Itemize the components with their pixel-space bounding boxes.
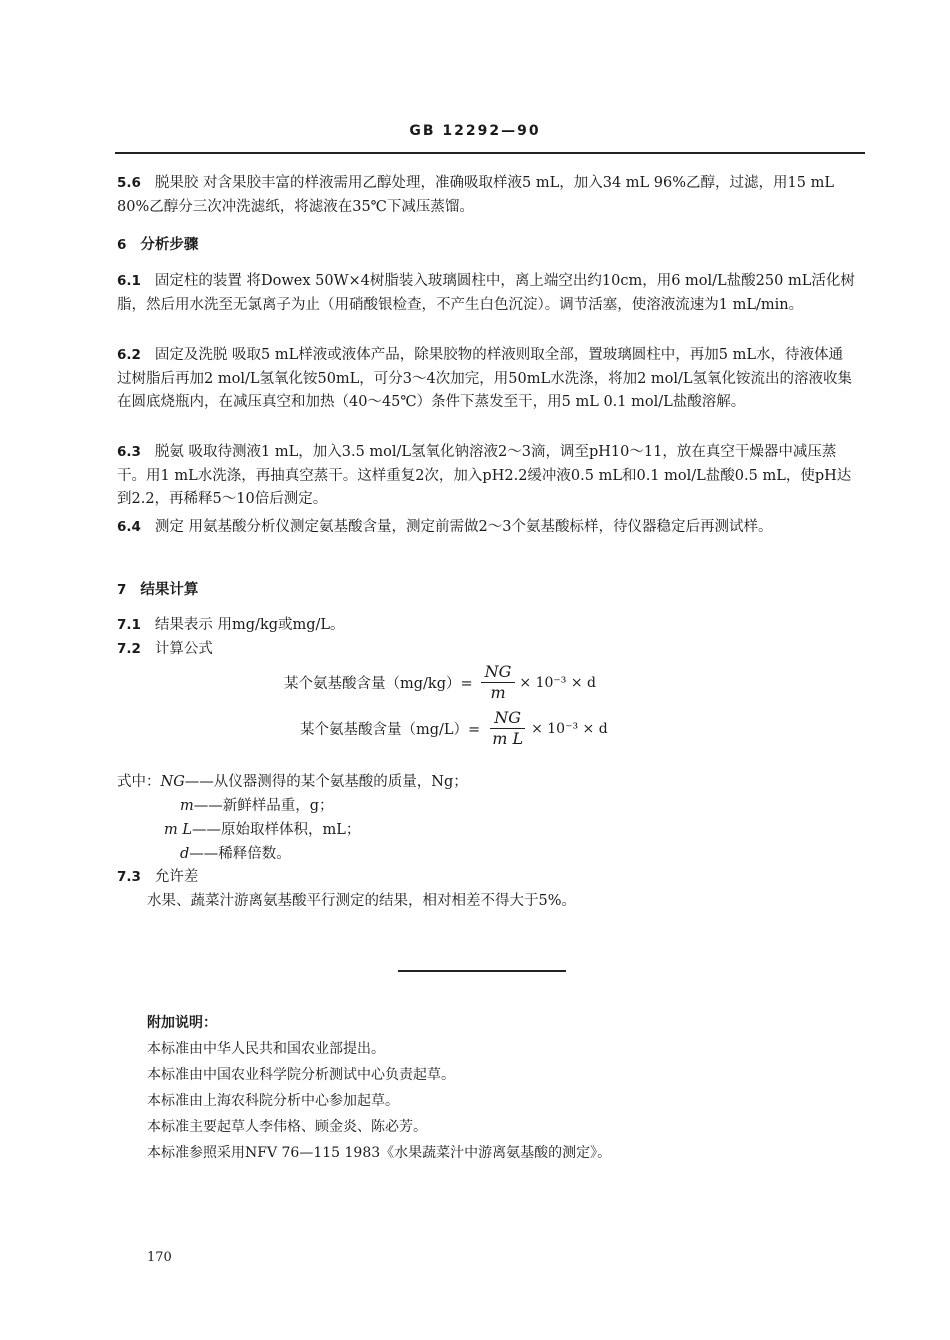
section-number: 6.3 xyxy=(117,444,141,460)
appendix-line: 本标准参照采用NFV 76—115 1983《水果蔬菜汁中游离氨基酸的测定》。 xyxy=(147,1145,612,1161)
section-title: 分析步骤 xyxy=(140,236,199,253)
page-number: 170 xyxy=(147,1250,172,1265)
section-number: 7 xyxy=(117,582,127,598)
section-6-heading xyxy=(117,233,857,258)
section-text: 结果表示 用mg/kg或mg/L。 xyxy=(154,617,345,633)
section-5-6 xyxy=(117,172,857,219)
appendix-line: 本标准主要起草人李伟格、顾金炎、陈必芳。 xyxy=(147,1119,427,1135)
section-7-3-text: 水果、蔬菜汁游离氨基酸平行测定的结果，相对相差不得大于5%。 xyxy=(147,893,577,909)
section-number: 6.4 xyxy=(117,519,141,535)
formula-tail: × 10⁻³ × d xyxy=(519,674,597,691)
denominator: m L xyxy=(492,729,524,748)
section-title: 允许差 xyxy=(154,869,199,885)
section-number: 6.2 xyxy=(117,347,141,363)
appendix-line: 本标准由上海农科院分析中心参加起草。 xyxy=(147,1093,399,1109)
definitions-lead: 式中： xyxy=(117,774,161,790)
appendix xyxy=(147,1010,611,1166)
section-text: 测定 用氨基酸分析仪测定氨基酸含量，测定前需做2～3个氨基酸标样，待仪器稳定后再测试样。 xyxy=(154,519,773,535)
appendix-title: 附加说明： xyxy=(147,1015,217,1031)
formula-mg-per-kg xyxy=(284,662,596,703)
section-number: 6.1 xyxy=(117,273,141,289)
section-number: 7.2 xyxy=(117,641,141,657)
section-number: 5.6 xyxy=(117,175,141,191)
section-text: 脱氨 吸取待测液1 mL，加入3.5 mol/L氢氧化钠溶液2～3滴，调至pH10～11，放在真空干燥器中减压蒸干。用1 mL水洗涤，再抽真空蒸干。这样重复2次，加入pH2.2缓冲液0.5 mL和0.1 mol/L盐酸0.5 mL，使pH达到2.2，再稀释5～10倍后测定。 xyxy=(117,444,852,507)
numerator: NG xyxy=(481,662,516,683)
section-text: 计算公式 xyxy=(154,641,213,657)
definition-text: ——新鲜样品重，g； xyxy=(193,798,334,814)
definition-m xyxy=(180,794,334,815)
section-text: 固定及洗脱 吸取5 mL样液或液体产品，除果胶物的样液则取全部，置玻璃圆柱中，再加5 mL水，待液体通过树脂后再加2 mol/L氢氧化铵50mL，可分3～4次加完，用50mL水洗涤，将加2 mol/L氢氧化铵流出的溶液收集在圆底烧瓶内，在减压真空和加热（40～45℃）条件下蒸发至干，用5 mL 0.1 mol/L盐酸溶解。 xyxy=(117,347,853,410)
appendix-line: 本标准由中国农业科学院分析测试中心负责起草。 xyxy=(147,1067,455,1083)
definition-ng xyxy=(117,770,468,791)
definition-text: ——原始取样体积，mL； xyxy=(192,822,361,838)
symbol: d xyxy=(180,846,190,862)
appendix-line: 本标准由中华人民共和国农业部提出。 xyxy=(147,1041,385,1057)
definition-d xyxy=(180,842,291,863)
section-6-1 xyxy=(117,270,857,317)
numerator: NG xyxy=(490,708,525,729)
section-number: 6 xyxy=(117,237,127,253)
section-7-1 xyxy=(117,614,857,638)
formula-label: 某个氨基酸含量（mg/L）= xyxy=(300,722,481,738)
header-rule xyxy=(115,152,865,154)
symbol: m L xyxy=(164,822,192,838)
formula-label: 某个氨基酸含量（mg/kg）= xyxy=(284,676,473,692)
denominator: m xyxy=(490,683,506,702)
section-number: 7.3 xyxy=(117,869,141,885)
section-title: 结果计算 xyxy=(140,581,199,598)
standard-code-header: GB 12292—90 xyxy=(409,123,541,139)
section-7-3 xyxy=(117,866,857,890)
symbol: m xyxy=(180,798,194,814)
formula-tail: × 10⁻³ × d xyxy=(531,720,608,737)
formula-mg-per-l xyxy=(300,708,608,749)
section-6-4 xyxy=(117,516,857,540)
fraction xyxy=(481,662,516,703)
definition-text: ——从仪器测得的某个氨基酸的质量，Ng； xyxy=(184,774,468,790)
section-7-2 xyxy=(117,638,857,662)
section-6-2 xyxy=(117,344,857,415)
symbol: NG xyxy=(160,774,185,790)
section-text: 脱果胶 对含果胶丰富的样液需用乙醇处理，准确吸取样液5 mL，加入34 mL 96%乙醇，过滤，用15 mL 80%乙醇分三次冲洗滤纸，将滤液在35℃下减压蒸馏。 xyxy=(117,175,834,215)
section-number: 7.1 xyxy=(117,617,141,633)
section-7-heading xyxy=(117,578,857,603)
definition-ml xyxy=(164,818,360,839)
fraction xyxy=(488,708,527,749)
definition-text: ——稀释倍数。 xyxy=(189,846,291,862)
end-rule xyxy=(398,970,566,972)
section-text: 固定柱的装置 将Dowex 50W×4树脂装入玻璃圆柱中，离上端空出约10cm，用6 mol/L盐酸250 mL活化树脂，然后用水洗至无氯离子为止（用硝酸银检查，不产生白色沉淀）。调节活塞，使溶液流速为1 mL/min。 xyxy=(117,273,855,313)
section-6-3 xyxy=(117,441,857,512)
